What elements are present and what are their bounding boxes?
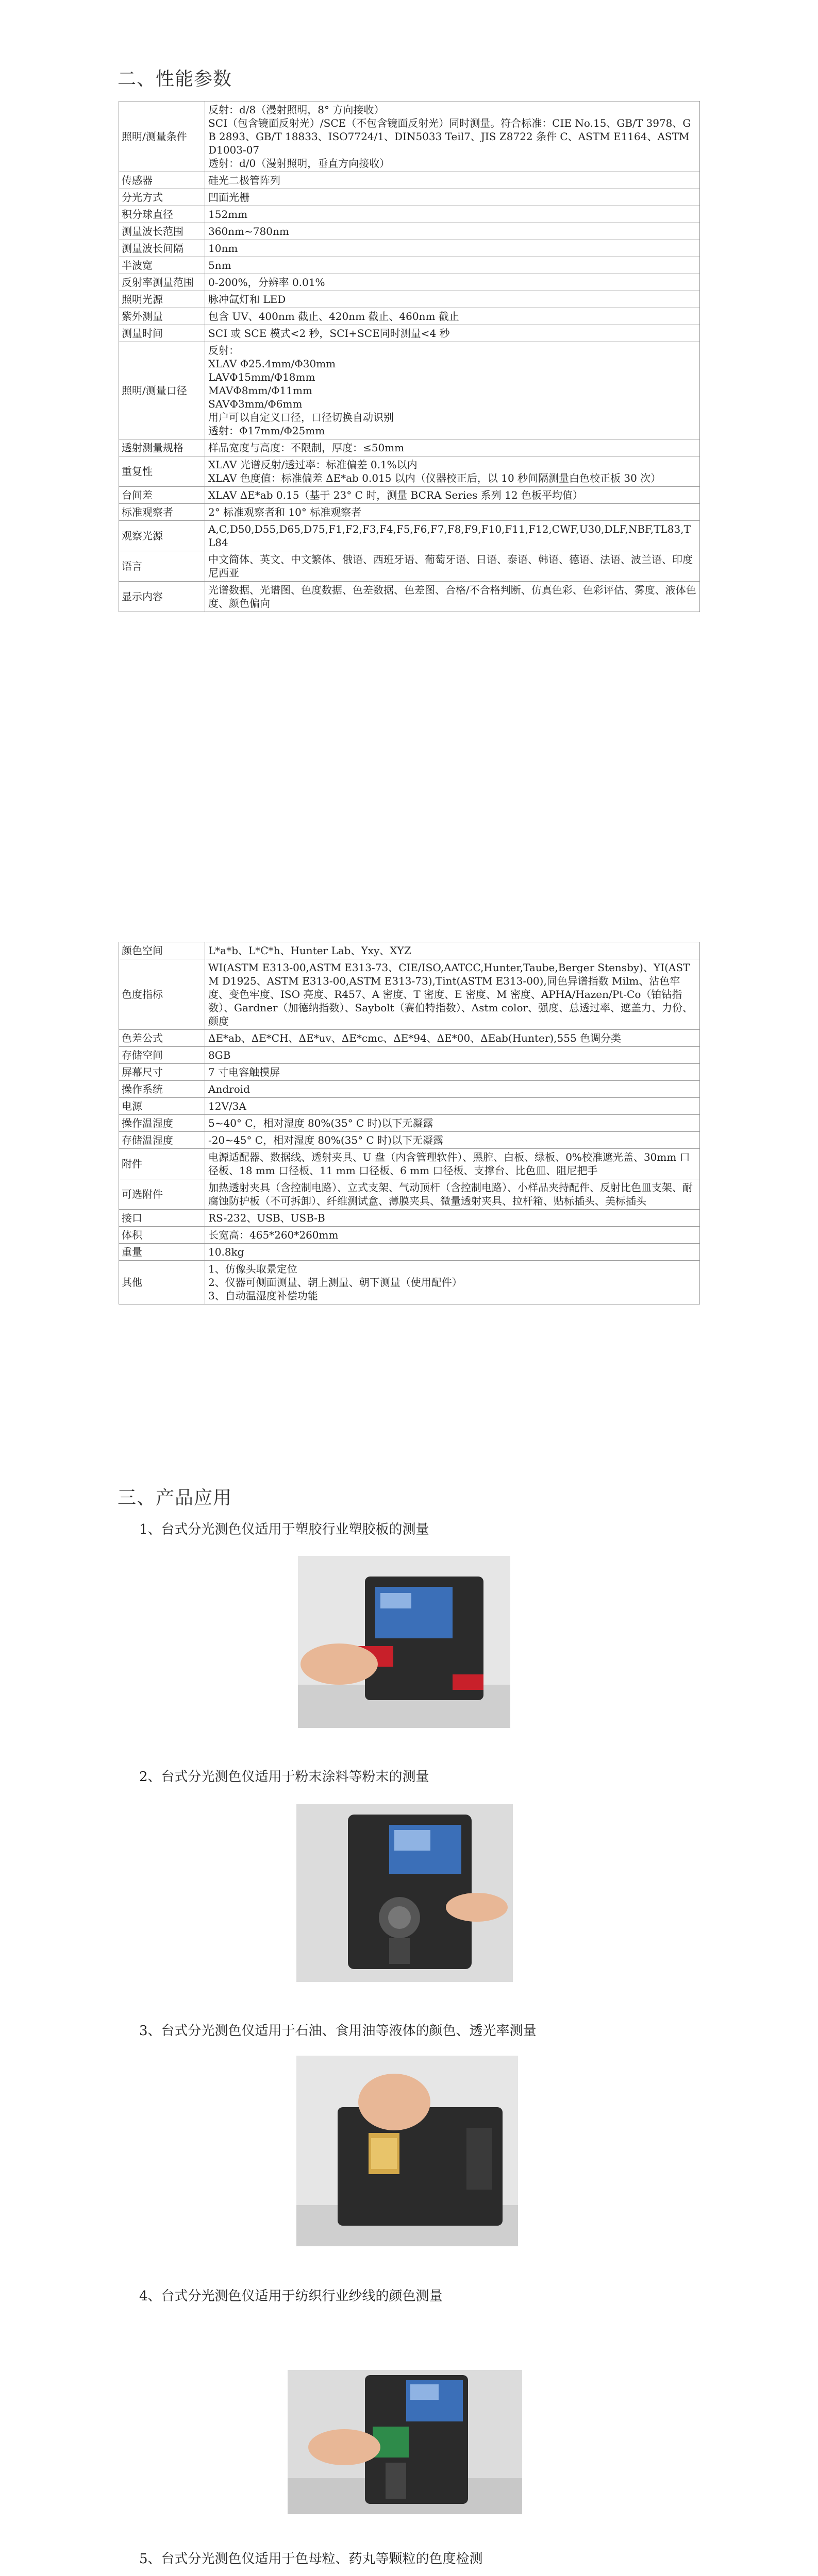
spec-table-1-row	[119, 504, 700, 521]
spec-table-2	[119, 942, 700, 1304]
spec-table-1-row	[119, 439, 700, 456]
spec-value: RS-232、USB、USB-B	[205, 1210, 700, 1227]
spec-value: 凹面光栅	[205, 189, 700, 206]
spec-value: 加热透射夹具（含控制电路）、立式支架、气动顶杆（含控制电路）、小样品夹持配件、反射比色皿支架、耐腐蚀防护板（不可拆卸）、纤维测试盒、薄膜夹具、微量透射夹具、拉杆箱、贴标插头、美标插头	[205, 1179, 700, 1210]
spec-key: 重复性	[119, 456, 205, 487]
spec-key: 语言	[119, 551, 205, 582]
spec-key: 观察光源	[119, 521, 205, 551]
spec-table-1-row	[119, 308, 700, 325]
spec-table-1-row	[119, 101, 700, 172]
spec-value: 12V/3A	[205, 1098, 700, 1115]
spec-table-1-row	[119, 172, 700, 189]
spec-table-1-row	[119, 456, 700, 487]
photo-plastic-plate-measurement	[298, 1556, 510, 1728]
spec-table-1-row	[119, 189, 700, 206]
spec-table-2-row	[119, 1115, 700, 1132]
app-section-title: 三、产品应用	[118, 1487, 232, 1509]
spec-key: 附件	[119, 1149, 205, 1179]
spec-table-1-row	[119, 240, 700, 257]
spec-value: XLAV ΔE*ab 0.15（基于 23° C 时，测量 BCRA Series 系列 12 色板平均值）	[205, 487, 700, 504]
spec-key: 操作系统	[119, 1081, 205, 1098]
spec-key: 屏幕尺寸	[119, 1064, 205, 1081]
spec-value: 长宽高：465*260*260mm	[205, 1227, 700, 1244]
photo-liquid-measurement	[296, 2056, 518, 2246]
spec-table-1-row	[119, 487, 700, 504]
spec-key: 色差公式	[119, 1030, 205, 1047]
spec-table-2-row	[119, 1047, 700, 1064]
spec-value: 2° 标准观察者和 10° 标准观察者	[205, 504, 700, 521]
spec-value: 反射：d/8（漫射照明，8° 方向接收） SCI（包含镜面反射光）/SCE（不包含镜面反射光）同时测量。符合标准：CIE No.15、GB/T 3978、GB 2893、GB/T 18833、ISO7724/1、DIN5033 Teil7、JIS Z8722 条件 C、ASTM E1164、ASTM D1003-07 透射：d/0（漫射照明，垂直方向接收）	[205, 101, 700, 172]
spec-value: A,C,D50,D55,D65,D75,F1,F2,F3,F4,F5,F6,F7,F8,F9,F10,F11,F12,CWF,U30,DLF,NBF,TL83,TL84	[205, 521, 700, 551]
spec-value: WI(ASTM E313-00,ASTM E313-73、CIE/ISO,AATCC,Hunter,Taube,Berger Stensby)、YI(ASTM D1925、ASTM E313-00,ASTM E313-73),Tint(ASTM E313-00),同色异谱指数 Milm、沾色牢度、变色牢度、ISO 亮度、R457、A 密度、T 密度、E 密度、M 密度、APHA/Hazen/Pt-Co（铂钴指数）、Gardner（加德纳指数）、Saybolt（赛伯特指数）、Astm color、强度、总透过率、遮盖力、力份、颜度	[205, 959, 700, 1030]
spec-table-1-row	[119, 582, 700, 612]
spec-value: 1、仿像头取景定位 2、仪器可侧面测量、朝上测量、朝下测量（使用配件） 3、自动温湿度补偿功能	[205, 1261, 700, 1304]
spec-value: 152mm	[205, 206, 700, 223]
app-caption-2: 2、台式分光测色仪适用于粉末涂料等粉末的测量	[139, 1769, 429, 1785]
spec-value: 360nm~780nm	[205, 223, 700, 240]
spec-table-1-row	[119, 223, 700, 240]
spec-table-2-row	[119, 1210, 700, 1227]
spec-value: 硅光二极管阵列	[205, 172, 700, 189]
spec-key: 存储温湿度	[119, 1132, 205, 1149]
app-caption-5: 5、台式分光测色仪适用于色母粒、药丸等颗粒的色度检测	[139, 2551, 483, 2567]
spec-key: 照明/测量口径	[119, 342, 205, 439]
spec-key: 测量波长范围	[119, 223, 205, 240]
spec-key: 台间差	[119, 487, 205, 504]
spec-section-title: 二、性能参数	[118, 69, 232, 90]
spec-value: 反射： XLAV Φ25.4mm/Φ30mm LAVΦ15mm/Φ18mm MAVΦ8mm/Φ11mm SAVΦ3mm/Φ6mm 用户可以自定义口径，口径切换自动识别 透射：Φ17mm/Φ25mm	[205, 342, 700, 439]
spec-table-1-row	[119, 551, 700, 582]
spec-table-1-row	[119, 291, 700, 308]
spec-value: 5~40° C，相对湿度 80%(35° C 时)以下无凝露	[205, 1115, 700, 1132]
spec-key: 照明光源	[119, 291, 205, 308]
spec-key: 接口	[119, 1210, 205, 1227]
spec-key: 体积	[119, 1227, 205, 1244]
spec-key: 显示内容	[119, 582, 205, 612]
spec-value: L*a*b、L*C*h、Hunter Lab、Yxy、XYZ	[205, 942, 700, 959]
spec-key: 反射率测量范围	[119, 274, 205, 291]
spec-value: XLAV 光谱反射/透过率：标准偏差 0.1%以内 XLAV 色度值：标准偏差 ΔE*ab 0.015 以内（仪器校正后，以 10 秒间隔测量白色校正板 30 次）	[205, 456, 700, 487]
spec-table-2-row	[119, 942, 700, 959]
spec-value: 脉冲氙灯和 LED	[205, 291, 700, 308]
spec-value: ΔE*ab、ΔE*CH、ΔE*uv、ΔE*cmc、ΔE*94、ΔE*00、ΔEab(Hunter),555 色调分类	[205, 1030, 700, 1047]
spec-key: 颜色空间	[119, 942, 205, 959]
spec-key: 紫外测量	[119, 308, 205, 325]
spec-key: 传感器	[119, 172, 205, 189]
spec-key: 测量时间	[119, 325, 205, 342]
spec-table-1	[119, 101, 700, 612]
spec-value: 10nm	[205, 240, 700, 257]
spec-table-1-row	[119, 342, 700, 439]
spec-table-1-row	[119, 521, 700, 551]
app-caption-1: 1、台式分光测色仪适用于塑胶行业塑胶板的测量	[139, 1522, 429, 1537]
spec-table-1-row	[119, 274, 700, 291]
spec-value: 光谱数据、光谱图、色度数据、色差数据、色差图、合格/不合格判断、仿真色彩、色彩评估、雾度、液体色度、颜色偏向	[205, 582, 700, 612]
spec-value: SCI 或 SCE 模式<2 秒，SCI+SCE同时测量<4 秒	[205, 325, 700, 342]
photo-powder-measurement	[296, 1804, 513, 1982]
spec-value: -20~45° C，相对湿度 80%(35° C 时)以下无凝露	[205, 1132, 700, 1149]
spec-key: 操作温湿度	[119, 1115, 205, 1132]
spec-table-2-row	[119, 1227, 700, 1244]
spec-value: 电源适配器、数据线、透射夹具、U 盘（内含管理软件）、黑腔、白板、绿板、0%校准遮光盖、30mm 口径板、18 mm 口径板、11 mm 口径板、6 mm 口径板、支撑台、比色皿、阻尼把手	[205, 1149, 700, 1179]
spec-table-2-row	[119, 1179, 700, 1210]
spec-value: 样品宽度与高度：不限制，厚度：≤50mm	[205, 439, 700, 456]
spec-key: 其他	[119, 1261, 205, 1304]
spec-value: Android	[205, 1081, 700, 1098]
spec-value: 包含 UV、400nm 截止、420nm 截止、460nm 截止	[205, 308, 700, 325]
app-caption-4: 4、台式分光测色仪适用于纺织行业纱线的颜色测量	[139, 2289, 443, 2304]
spec-table-1-row	[119, 325, 700, 342]
spec-key: 照明/测量条件	[119, 101, 205, 172]
spec-key: 可选附件	[119, 1179, 205, 1210]
spec-value: 5nm	[205, 257, 700, 274]
spec-key: 积分球直径	[119, 206, 205, 223]
spec-table-2-row	[119, 959, 700, 1030]
spec-key: 色度指标	[119, 959, 205, 1030]
spec-key: 存储空间	[119, 1047, 205, 1064]
spec-table-2-row	[119, 1030, 700, 1047]
photo-yarn-measurement	[288, 2370, 522, 2514]
spec-table-1-row	[119, 206, 700, 223]
spec-key: 标准观察者	[119, 504, 205, 521]
spec-key: 重量	[119, 1244, 205, 1261]
spec-table-2-row	[119, 1244, 700, 1261]
spec-table-2-row	[119, 1064, 700, 1081]
spec-table-2-row	[119, 1098, 700, 1115]
spec-value: 中文简体、英文、中文繁体、俄语、西班牙语、葡萄牙语、日语、泰语、韩语、德语、法语、波兰语、印度尼西亚	[205, 551, 700, 582]
spec-table-2-row	[119, 1081, 700, 1098]
spec-value: 10.8kg	[205, 1244, 700, 1261]
spec-value: 7 寸电容触摸屏	[205, 1064, 700, 1081]
spec-value: 0-200%，分辨率 0.01%	[205, 274, 700, 291]
spec-key: 电源	[119, 1098, 205, 1115]
spec-key: 分光方式	[119, 189, 205, 206]
spec-table-2-row	[119, 1261, 700, 1304]
spec-value: 8GB	[205, 1047, 700, 1064]
app-caption-3: 3、台式分光测色仪适用于石油、食用油等液体的颜色、透光率测量	[139, 2023, 537, 2039]
spec-table-2-row	[119, 1149, 700, 1179]
spec-table-1-row	[119, 257, 700, 274]
spec-key: 半波宽	[119, 257, 205, 274]
spec-key: 透射测量规格	[119, 439, 205, 456]
spec-key: 测量波长间隔	[119, 240, 205, 257]
spec-table-2-row	[119, 1132, 700, 1149]
